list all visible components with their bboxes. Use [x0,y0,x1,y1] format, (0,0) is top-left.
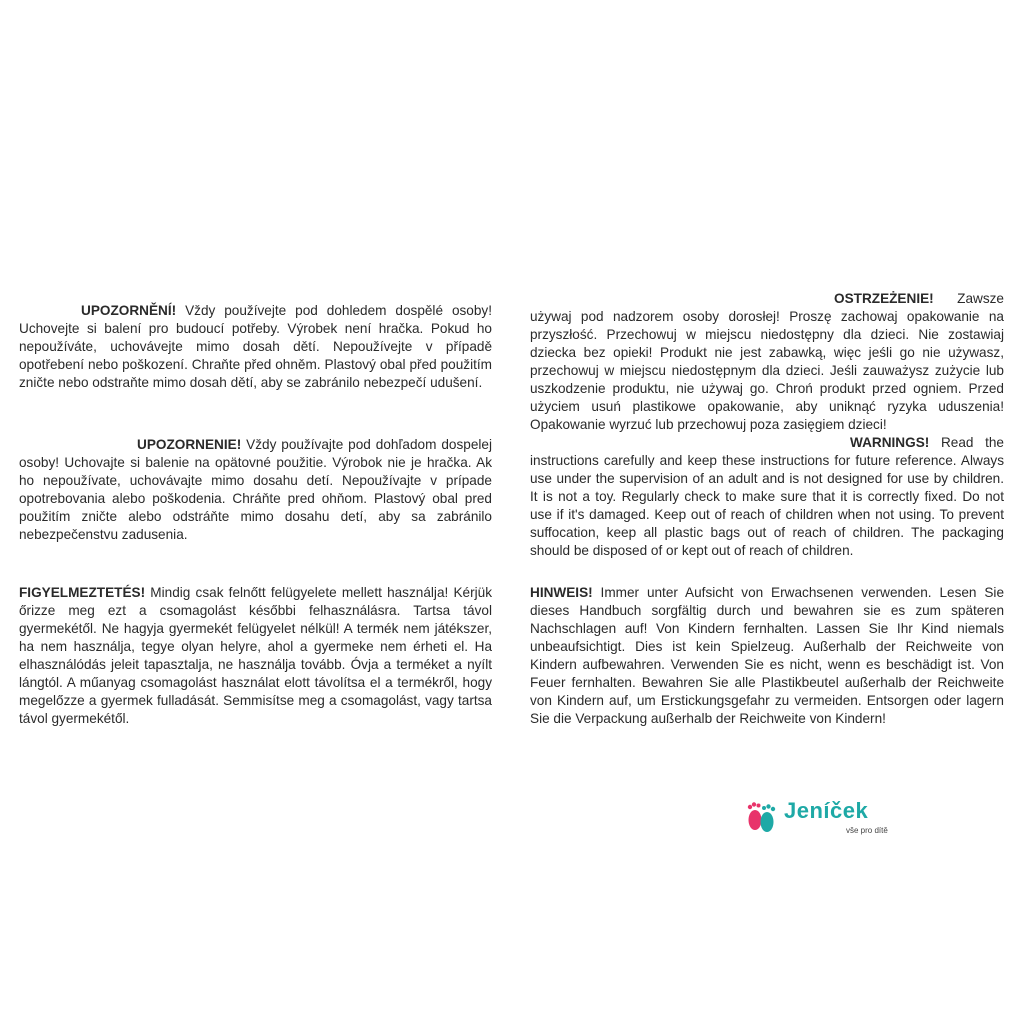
brand-name: Jeníček [784,798,869,823]
brand-logo [742,796,902,840]
warning-en [530,434,1004,560]
warning-cz-heading: UPOZORNĚNÍ! [81,303,177,318]
warning-de-heading: HINWEIS! [530,585,593,600]
warning-cz [19,302,492,392]
warning-pl-body: Zawsze używaj pod nadzorem osoby dorosłej! Proszę zachowaj opakowanie na przyszłość. Przechowuj w miejscu niedostępny dla dzieci. Nie zostawiaj dziecka bez opieki! Produkt nie jest zabawką, więc jeśli go nie używasz, przechowuj w miejscu niedostępnym dla dzieci. Jeśli zauważysz zużycie lub uszkodzenie produktu, nie używaj go. Chroń produkt przed ogniem. Przed użyciem usuń plastikowe opakowanie, aby uniknąć ryzyka uduszenia! Opakowanie wyrzuć lub przechowuj poza zasięgiem dzieci! [530,291,1004,432]
warning-sk [19,436,492,544]
warning-hu-heading: FIGYELMEZTETÉS! [19,585,146,600]
warning-pl-heading: OSTRZEŻENIE! [834,291,934,306]
warning-sk-heading: UPOZORNENIE! [137,437,242,452]
warning-en-body: Read the instructions carefully and keep these instructions for future reference. Always use under the supervision of an adult and is not designed for use by children. It is not a toy. Regularly check to make sure that it is correctly fixed. Do not use if it's damaged. Keep out of reach of children when not using. To prevent suffocation, keep all plastic bags out of reach of children. The packaging should be disposed of or kept out of reach of children. [530,435,1004,558]
warning-sk-body: Vždy používajte pod dohľadom dospelej osoby! Uchovajte si balenie na opätovné použitie. Výrobok nie je hračka. Ak ho nepoužívate, uchovávajte mimo dosahu detí. Nepoužívajte v prípade opotrebovania alebo poškodenia. Chráňte pred ohňom. Plastový obal pred použitím zničte alebo odstráňte mimo dosahu detí, aby sa zabránilo nebezpečenstvu zadusenia. [19,437,492,542]
brand-tagline: vše pro dítě [846,826,888,835]
warning-pl [530,290,1004,434]
warning-de-body: Immer unter Aufsicht von Erwachsenen verwenden. Lesen Sie dieses Handbuch sorgfältig durch und bewahren sie es zum späteren Nachschlagen auf! Von Kindern fernhalten. Lassen Sie Ihr Kind niemals unbeaufsichtigt. Dies ist kein Spielzeug. Außerhalb der Reichweite von Kindern aufbewahren. Verwenden Sie es nicht, wenn es beschädigt ist. Von Feuer fernhalten. Bewahren Sie alle Plastikbeutel außerhalb der Reichweite von Kindern auf, um Erstickungsgefahr zu vermeiden. Entsorgen oder lagern Sie die Verpackung außerhalb der Reichweite von Kindern! [530,585,1004,726]
warning-cz-body: Vždy používejte pod dohledem dospělé osoby! Uchovejte si balení pro budoucí potřeby. Výrobek není hračka. Pokud ho nepoužíváte, uchovávejte mimo dosah dětí. Nepoužívejte v případě opotřebení nebo poškození. Chraňte před ohněm. Plastový obal před použitím zničte nebo odstraňte mimo dosah dětí, aby se zabránilo nebezpečí udušení. [19,303,492,390]
warning-hu [19,584,492,728]
warning-de [530,584,1004,728]
warning-hu-body: Mindig csak felnőtt felügyelete mellett használja! Kérjük őrizze meg ezt a csomagolást későbbi felhasználásra. Tartsa távol gyermekétől. Ne hagyja gyermekét felügyelet nélkül! A termék nem játékszer, ha nem használja, tegye olyan helyre, ahol a gyermeke nem érheti el. Ha elhasználódás jeleit tapasztalja, ne használja tovább. Óvja a terméket a nyílt lángtól. A műanyag csomagolást használat elott távolítsa el a termékről, hogy megelőzze a gyermek fulladását. Semmisítse meg a csomagolást, vagy tartsa távol gyermekétől. [19,585,492,726]
baby-feet-icon [742,798,780,836]
warning-en-heading: WARNINGS! [850,435,930,450]
